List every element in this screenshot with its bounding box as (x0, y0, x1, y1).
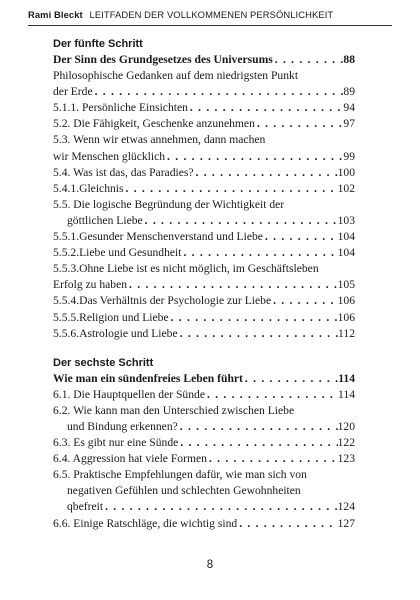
running-header (28, 9, 392, 20)
toc-entry-label: 5.5.1.Gesunder Menschenverstand und Liebe (53, 230, 263, 244)
toc-entry-label: 5.5.6.Astrologie und Liebe (53, 326, 178, 340)
toc-entry-line: 5.5. Die logische Begründung der Wichtigkeit der (53, 197, 285, 211)
toc-entry-label: 5.5.5.Religion und Liebe (53, 310, 169, 324)
toc-entry-label: wir Menschen glücklich (53, 149, 166, 163)
toc-entry-label: 5.5.2.Liebe und Gesundheit (53, 246, 182, 260)
toc-page-number: 120 (337, 419, 355, 433)
toc-entry (53, 326, 355, 342)
toc-page-number: 114 (338, 387, 355, 401)
dot-leader (143, 213, 338, 229)
toc-entry-line: 6.5. Praktische Empfehlungen dafür, wie man sich von (53, 468, 307, 482)
header-book-title: LEITFADEN DER VOLLKOMMENEN PERSÖNLICHKEIT (89, 9, 334, 20)
toc-entry (53, 451, 355, 467)
toc-page-number: 122 (337, 436, 355, 450)
toc-page-number: 102 (337, 181, 355, 195)
toc-entry (53, 100, 355, 116)
dot-leader (181, 245, 337, 261)
toc-page-number: 99 (343, 149, 355, 163)
dot-leader (237, 516, 337, 532)
toc-page-number: 88 (343, 53, 355, 66)
toc-entry (53, 245, 355, 261)
dot-leader (243, 371, 338, 387)
toc-entry-label: der Erde (53, 85, 93, 99)
dot-leader (188, 100, 343, 116)
header-author: Rami Bleckt (28, 9, 83, 20)
dot-leader (178, 435, 337, 451)
toc-page-number: 89 (343, 85, 355, 99)
dot-leader (194, 165, 338, 181)
dot-leader (127, 277, 338, 293)
toc-page-number: 100 (337, 165, 355, 179)
toc-entry-label: 6.4. Aggression hat viele Formen (53, 452, 207, 466)
table-of-contents (53, 36, 355, 532)
toc-entry-label: Wie man ein sündenfreies Leben führt (53, 371, 243, 385)
toc-page-number: 127 (337, 516, 355, 530)
toc-entry-line: 5.3. Wenn wir etwas annehmen, dann machen (53, 133, 266, 147)
toc-entry (53, 419, 355, 435)
dot-leader (93, 84, 344, 100)
toc-page-number: 97 (343, 117, 355, 131)
toc-page-number: 124 (337, 500, 355, 514)
toc-entry-label: 5.4. Was ist das, das Paradies? (53, 165, 194, 179)
dot-leader (178, 419, 338, 435)
toc-entry-line: 5.5.3.Ohne Liebe ist es nicht möglich, im Geschäftsleben (53, 262, 319, 276)
toc-entry-label: 6.1. Die Hauptquellen der Sünde (53, 387, 205, 401)
toc-entry (53, 387, 355, 403)
toc-entry-label: 5.5.4.Das Verhältnis der Psychologie zur Liebe (53, 294, 272, 308)
section-title-entry (53, 52, 355, 68)
toc-page-number: 104 (337, 246, 355, 260)
dot-leader (271, 293, 338, 309)
toc-entry (53, 499, 355, 515)
toc-entry-label: 5.1.1. Persönliche Einsichten (53, 101, 188, 115)
header-rule (28, 25, 392, 26)
toc-page-number: 103 (337, 213, 355, 227)
toc-page-number: 106 (337, 310, 355, 324)
dot-leader (205, 387, 338, 403)
section-heading: Der fünfte Schritt (53, 38, 143, 50)
section-title-entry (53, 371, 355, 387)
dot-leader (169, 310, 338, 326)
dot-leader (165, 149, 343, 165)
toc-page-number: 94 (343, 101, 355, 115)
toc-entry (53, 435, 355, 451)
toc-entry-label: Der Sinn des Grundgesetzes des Universums (53, 53, 273, 66)
toc-entry (53, 84, 355, 100)
toc-entry (53, 516, 355, 532)
toc-page-number: 104 (337, 230, 355, 244)
dot-leader (178, 326, 338, 342)
toc-entry-line: negativen Gefühlen und schlechten Gewohnheiten (67, 484, 301, 498)
toc-entry (53, 277, 355, 293)
dot-leader (103, 499, 338, 515)
toc-entry-label: göttlichen Liebe (67, 213, 143, 227)
toc-page-number: 105 (337, 278, 355, 292)
toc-entry-label: und Bindung erkennen? (67, 419, 178, 433)
toc-entry (53, 229, 355, 245)
toc-entry-line: 6.2. Wie kann man den Unterschied zwischen Liebe (53, 403, 295, 417)
toc-entry-label: 5.2. Die Fähigkeit, Geschenke anzunehmen (53, 117, 255, 131)
toc-entry-line: Philosophische Gedanken auf dem niedrigsten Punkt (53, 69, 299, 83)
section-spacer (53, 342, 355, 355)
dot-leader (273, 52, 344, 68)
dot-leader (124, 181, 338, 197)
toc-entry (53, 310, 355, 326)
toc-entry (53, 116, 355, 132)
toc-entry (53, 165, 355, 181)
toc-entry (53, 213, 355, 229)
toc-entry (53, 149, 355, 165)
section-heading: Der sechste Schritt (53, 356, 154, 369)
toc-entry-label: qbefreit (67, 500, 104, 514)
dot-leader (207, 451, 338, 467)
toc-page-number: 123 (337, 452, 355, 466)
dot-leader (255, 116, 344, 132)
toc-page-number: 112 (338, 326, 355, 340)
toc-entry-label: 6.6. Einige Ratschläge, die wichtig sind (53, 516, 238, 530)
page-number: 8 (206, 559, 214, 571)
toc-entry (53, 181, 355, 197)
toc-page-number: 106 (337, 294, 355, 308)
toc-entry-label: 6.3. Es gibt nur eine Sünde (53, 436, 179, 450)
dot-leader (263, 229, 338, 245)
toc-entry-label: Erfolg zu haben (53, 278, 128, 292)
toc-entry-label: 5.4.1.Gleichnis (53, 181, 124, 195)
toc-page-number: 114 (338, 371, 355, 385)
toc-entry (53, 293, 355, 309)
